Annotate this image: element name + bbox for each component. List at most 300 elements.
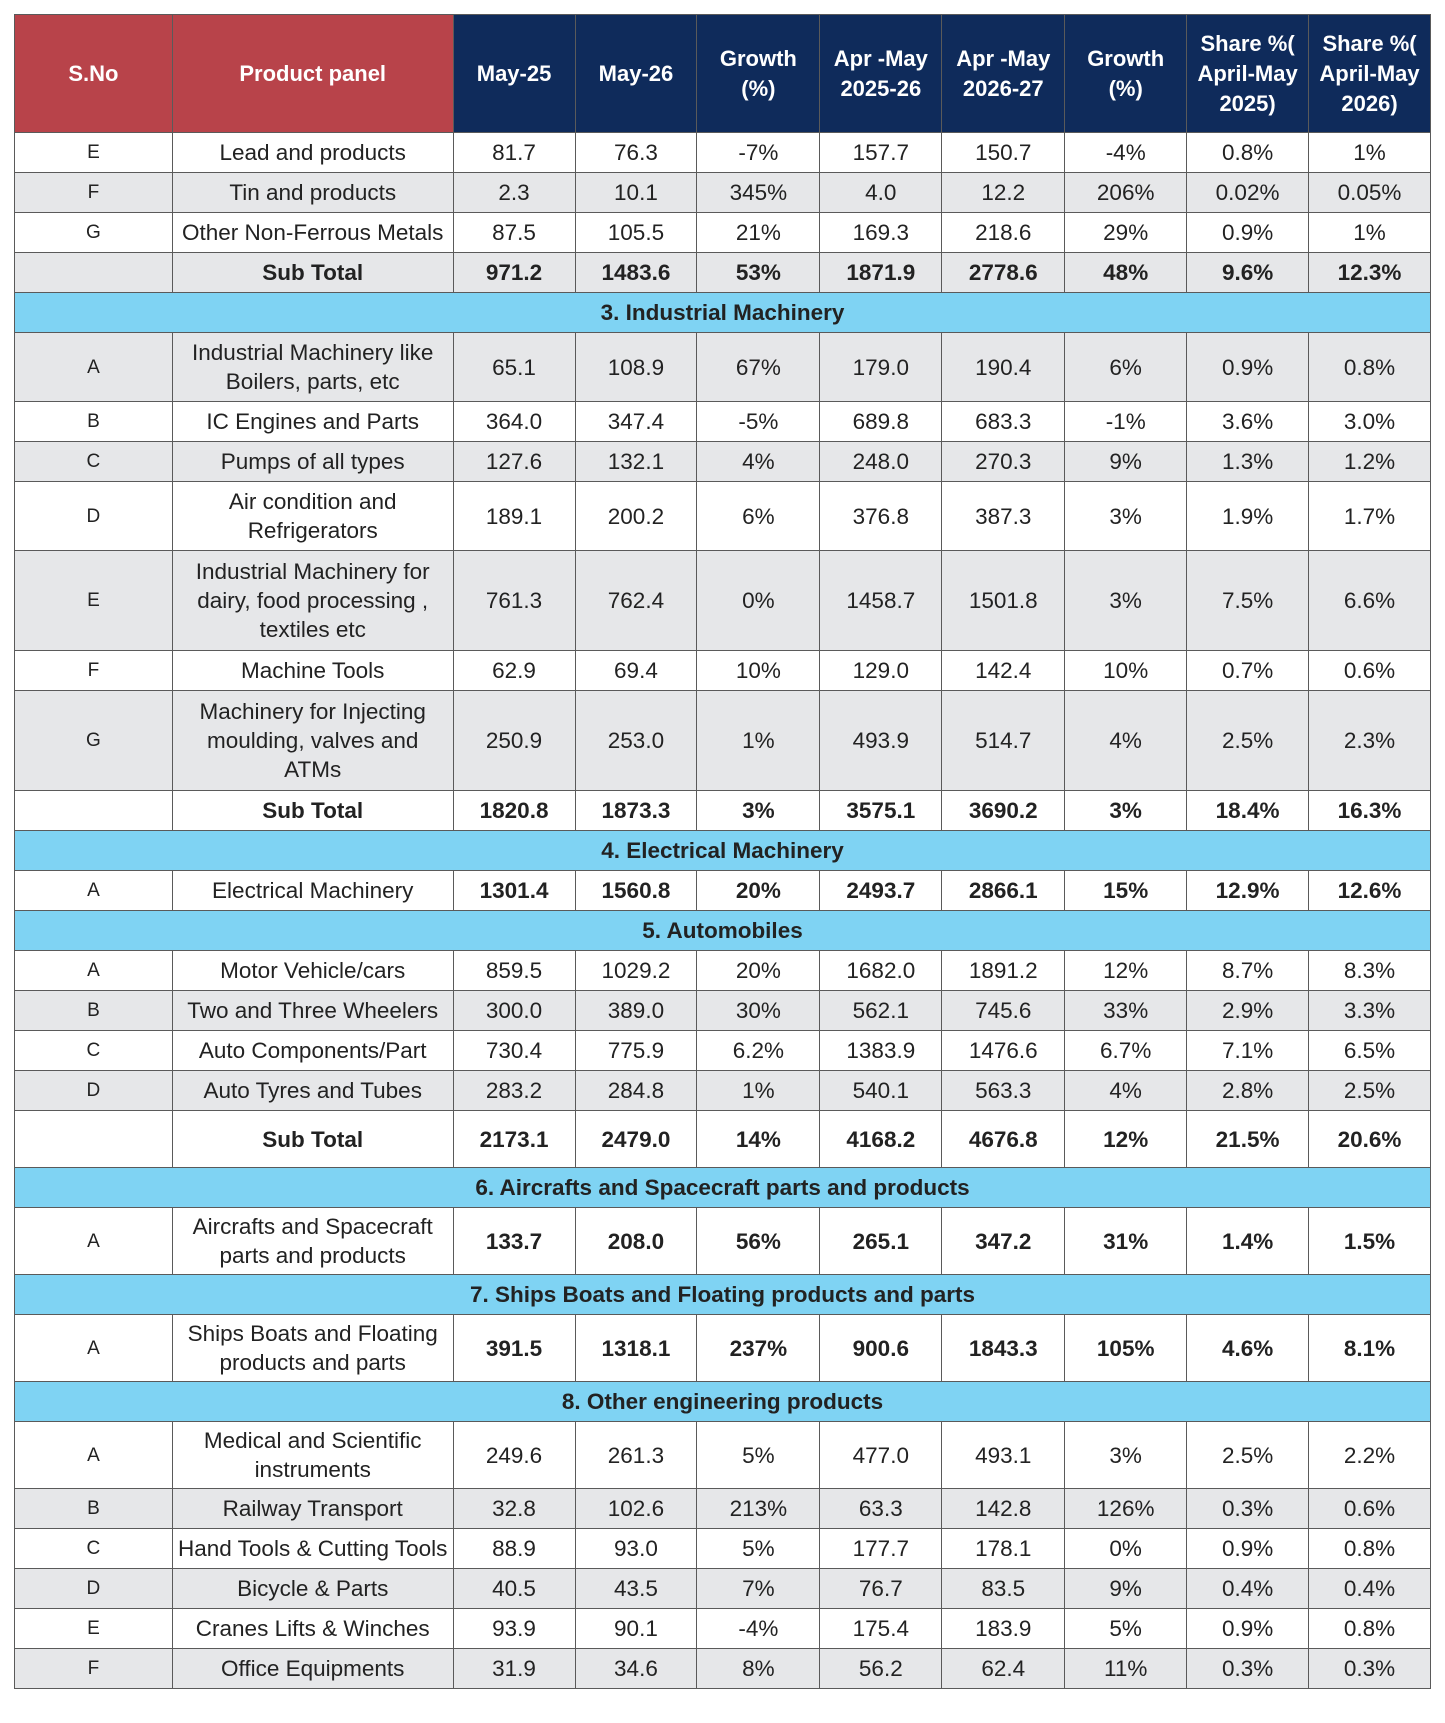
cell-share-2026: 3.0% — [1309, 402, 1431, 442]
cell-may-26: 1029.2 — [575, 951, 697, 991]
header-growth-cumulative: Growth (%) — [1065, 15, 1187, 133]
cell-share-2026: 1.2% — [1309, 442, 1431, 482]
cell-product: Hand Tools & Cutting Tools — [172, 1529, 453, 1569]
cell-growth-monthly: 213% — [697, 1489, 820, 1529]
cell-share-2025: 0.9% — [1187, 333, 1309, 402]
cell-share-2025: 1.4% — [1187, 1208, 1309, 1275]
cell-sno: A — [15, 871, 173, 911]
cell-sno: A — [15, 1208, 173, 1275]
cell-growth-cumulative: 12% — [1065, 1111, 1187, 1168]
cell-apr-may-2025-26: 177.7 — [820, 1529, 942, 1569]
subtotal-row — [15, 253, 1431, 293]
cell-growth-cumulative: 206% — [1065, 173, 1187, 213]
cell-product: Aircrafts and Spacecraft parts and products — [172, 1208, 453, 1275]
cell-share-2025: 1.9% — [1187, 482, 1309, 551]
cell-growth-monthly: -4% — [697, 1609, 820, 1649]
cell-sno: E — [15, 133, 173, 173]
cell-share-2025: 2.5% — [1187, 1422, 1309, 1489]
cell-may-26: 775.9 — [575, 1031, 697, 1071]
cell-growth-cumulative: 3% — [1065, 1422, 1187, 1489]
cell-share-2025: 0.7% — [1187, 651, 1309, 691]
table-row — [15, 1529, 1431, 1569]
cell-may-26: 208.0 — [575, 1208, 697, 1275]
table-row — [15, 551, 1431, 651]
cell-apr-may-2026-27: 1476.6 — [942, 1031, 1065, 1071]
cell-sno: C — [15, 1529, 173, 1569]
cell-growth-cumulative: 6% — [1065, 333, 1187, 402]
cell-apr-may-2025-26: 265.1 — [820, 1208, 942, 1275]
cell-share-2025: 0.02% — [1187, 173, 1309, 213]
cell-product: Lead and products — [172, 133, 453, 173]
cell-growth-cumulative: 3% — [1065, 551, 1187, 651]
cell-may-26: 76.3 — [575, 133, 697, 173]
cell-may-25: 971.2 — [453, 253, 575, 293]
cell-product: IC Engines and Parts — [172, 402, 453, 442]
cell-may-26: 261.3 — [575, 1422, 697, 1489]
cell-share-2026: 2.5% — [1309, 1071, 1431, 1111]
header-apr-may-2026-27: Apr -May 2026-27 — [942, 15, 1065, 133]
cell-may-26: 200.2 — [575, 482, 697, 551]
cell-share-2026: 1% — [1309, 133, 1431, 173]
cell-may-25: 93.9 — [453, 1609, 575, 1649]
cell-may-26: 1873.3 — [575, 791, 697, 831]
header-sno: S.No — [15, 15, 173, 133]
cell-growth-cumulative: 6.7% — [1065, 1031, 1187, 1071]
cell-share-2025: 0.9% — [1187, 213, 1309, 253]
cell-apr-may-2026-27: 62.4 — [942, 1649, 1065, 1689]
table-row — [15, 333, 1431, 402]
cell-may-25: 859.5 — [453, 951, 575, 991]
cell-share-2026: 2.3% — [1309, 691, 1431, 791]
cell-apr-may-2026-27: 514.7 — [942, 691, 1065, 791]
cell-product: Railway Transport — [172, 1489, 453, 1529]
cell-share-2025: 9.6% — [1187, 253, 1309, 293]
cell-product: Medical and Scientific instruments — [172, 1422, 453, 1489]
cell-share-2026: 8.1% — [1309, 1315, 1431, 1382]
cell-share-2025: 7.1% — [1187, 1031, 1309, 1071]
cell-apr-may-2026-27: 218.6 — [942, 213, 1065, 253]
cell-apr-may-2026-27: 1843.3 — [942, 1315, 1065, 1382]
cell-share-2025: 0.3% — [1187, 1489, 1309, 1529]
table-row — [15, 1208, 1431, 1275]
cell-growth-cumulative: 0% — [1065, 1529, 1187, 1569]
cell-may-26: 347.4 — [575, 402, 697, 442]
cell-growth-monthly: 0% — [697, 551, 820, 651]
cell-sno: B — [15, 1489, 173, 1529]
cell-may-25: 250.9 — [453, 691, 575, 791]
cell-growth-monthly: 3% — [697, 791, 820, 831]
cell-may-26: 108.9 — [575, 333, 697, 402]
cell-apr-may-2025-26: 157.7 — [820, 133, 942, 173]
cell-product: Bicycle & Parts — [172, 1569, 453, 1609]
cell-growth-monthly: 6.2% — [697, 1031, 820, 1071]
cell-share-2026: 0.3% — [1309, 1649, 1431, 1689]
cell-sno: A — [15, 1315, 173, 1382]
cell-may-26: 93.0 — [575, 1529, 697, 1569]
header-may-25: May-25 — [453, 15, 575, 133]
cell-growth-cumulative: -4% — [1065, 133, 1187, 173]
cell-may-26: 1318.1 — [575, 1315, 697, 1382]
cell-share-2026: 0.6% — [1309, 651, 1431, 691]
cell-apr-may-2026-27: 178.1 — [942, 1529, 1065, 1569]
cell-sno: A — [15, 951, 173, 991]
cell-may-26: 762.4 — [575, 551, 697, 651]
table-row — [15, 442, 1431, 482]
cell-may-25: 1301.4 — [453, 871, 575, 911]
cell-product: Ships Boats and Floating products and parts — [172, 1315, 453, 1382]
cell-apr-may-2025-26: 493.9 — [820, 691, 942, 791]
cell-share-2026: 12.3% — [1309, 253, 1431, 293]
cell-growth-monthly: 1% — [697, 1071, 820, 1111]
cell-apr-may-2025-26: 248.0 — [820, 442, 942, 482]
cell-may-26: 284.8 — [575, 1071, 697, 1111]
cell-share-2026: 0.6% — [1309, 1489, 1431, 1529]
header-may-26: May-26 — [575, 15, 697, 133]
cell-sno: C — [15, 442, 173, 482]
section-header-row — [15, 1275, 1431, 1315]
cell-growth-cumulative: 15% — [1065, 871, 1187, 911]
engineering-exports-table-container — [14, 14, 1431, 1689]
cell-growth-cumulative: 11% — [1065, 1649, 1187, 1689]
cell-apr-may-2026-27: 12.2 — [942, 173, 1065, 213]
cell-apr-may-2026-27: 270.3 — [942, 442, 1065, 482]
cell-may-26: 132.1 — [575, 442, 697, 482]
cell-apr-may-2025-26: 2493.7 — [820, 871, 942, 911]
table-row — [15, 1569, 1431, 1609]
header-product-panel: Product panel — [172, 15, 453, 133]
cell-growth-monthly: 67% — [697, 333, 820, 402]
header-row — [15, 15, 1431, 133]
header-apr-may-2025-26: Apr -May 2025-26 — [820, 15, 942, 133]
cell-may-26: 389.0 — [575, 991, 697, 1031]
table-row — [15, 991, 1431, 1031]
cell-growth-monthly: 7% — [697, 1569, 820, 1609]
cell-growth-cumulative: 9% — [1065, 442, 1187, 482]
cell-share-2025: 0.4% — [1187, 1569, 1309, 1609]
cell-growth-cumulative: 29% — [1065, 213, 1187, 253]
cell-growth-monthly: 56% — [697, 1208, 820, 1275]
cell-growth-cumulative: 9% — [1065, 1569, 1187, 1609]
cell-may-25: 2173.1 — [453, 1111, 575, 1168]
table-row — [15, 402, 1431, 442]
cell-product: Sub Total — [172, 791, 453, 831]
cell-may-25: 364.0 — [453, 402, 575, 442]
table-row — [15, 1609, 1431, 1649]
cell-growth-monthly: 8% — [697, 1649, 820, 1689]
table-row — [15, 1031, 1431, 1071]
cell-share-2025: 0.8% — [1187, 133, 1309, 173]
cell-product: Cranes Lifts & Winches — [172, 1609, 453, 1649]
cell-sno: B — [15, 402, 173, 442]
cell-share-2026: 0.8% — [1309, 1609, 1431, 1649]
subtotal-row — [15, 791, 1431, 831]
table-row — [15, 1315, 1431, 1382]
cell-apr-may-2025-26: 1383.9 — [820, 1031, 942, 1071]
cell-may-26: 10.1 — [575, 173, 697, 213]
cell-share-2026: 6.5% — [1309, 1031, 1431, 1071]
table-row — [15, 871, 1431, 911]
cell-share-2025: 21.5% — [1187, 1111, 1309, 1168]
cell-share-2025: 1.3% — [1187, 442, 1309, 482]
cell-growth-monthly: 5% — [697, 1529, 820, 1569]
cell-product: Office Equipments — [172, 1649, 453, 1689]
cell-share-2025: 0.9% — [1187, 1609, 1309, 1649]
cell-growth-monthly: 14% — [697, 1111, 820, 1168]
cell-apr-may-2025-26: 3575.1 — [820, 791, 942, 831]
cell-share-2025: 7.5% — [1187, 551, 1309, 651]
cell-growth-monthly: 1% — [697, 691, 820, 791]
subtotal-row — [15, 1111, 1431, 1168]
cell-growth-cumulative: 3% — [1065, 482, 1187, 551]
table-row — [15, 1422, 1431, 1489]
cell-apr-may-2026-27: 387.3 — [942, 482, 1065, 551]
cell-may-26: 253.0 — [575, 691, 697, 791]
cell-may-25: 391.5 — [453, 1315, 575, 1382]
cell-apr-may-2025-26: 63.3 — [820, 1489, 942, 1529]
cell-share-2026: 0.8% — [1309, 1529, 1431, 1569]
cell-apr-may-2026-27: 3690.2 — [942, 791, 1065, 831]
cell-growth-cumulative: 4% — [1065, 691, 1187, 791]
cell-sno — [15, 1111, 173, 1168]
cell-sno: G — [15, 213, 173, 253]
cell-growth-monthly: 237% — [697, 1315, 820, 1382]
cell-growth-cumulative: -1% — [1065, 402, 1187, 442]
cell-sno: D — [15, 1071, 173, 1111]
table-row — [15, 651, 1431, 691]
table-row — [15, 482, 1431, 551]
cell-product: Machine Tools — [172, 651, 453, 691]
cell-apr-may-2025-26: 562.1 — [820, 991, 942, 1031]
section-header-row — [15, 1168, 1431, 1208]
cell-may-25: 31.9 — [453, 1649, 575, 1689]
cell-product: Machinery for Injecting moulding, valves and ATMs — [172, 691, 453, 791]
table-row — [15, 213, 1431, 253]
cell-growth-monthly: 20% — [697, 871, 820, 911]
section-title: 3. Industrial Machinery — [15, 293, 1431, 333]
cell-share-2026: 12.6% — [1309, 871, 1431, 911]
table-row — [15, 1489, 1431, 1529]
cell-product: Air condition and Refrigerators — [172, 482, 453, 551]
cell-apr-may-2026-27: 347.2 — [942, 1208, 1065, 1275]
cell-share-2026: 2.2% — [1309, 1422, 1431, 1489]
cell-product: Pumps of all types — [172, 442, 453, 482]
cell-apr-may-2026-27: 745.6 — [942, 991, 1065, 1031]
cell-apr-may-2025-26: 179.0 — [820, 333, 942, 402]
cell-share-2025: 4.6% — [1187, 1315, 1309, 1382]
cell-apr-may-2025-26: 129.0 — [820, 651, 942, 691]
header-growth-monthly: Growth (%) — [697, 15, 820, 133]
cell-apr-may-2026-27: 2778.6 — [942, 253, 1065, 293]
cell-may-26: 1560.8 — [575, 871, 697, 911]
section-title: 8. Other engineering products — [15, 1382, 1431, 1422]
cell-may-26: 105.5 — [575, 213, 697, 253]
cell-product: Sub Total — [172, 1111, 453, 1168]
table-row — [15, 951, 1431, 991]
cell-may-25: 2.3 — [453, 173, 575, 213]
cell-apr-may-2026-27: 1891.2 — [942, 951, 1065, 991]
cell-growth-cumulative: 33% — [1065, 991, 1187, 1031]
cell-apr-may-2025-26: 1458.7 — [820, 551, 942, 651]
cell-share-2025: 2.9% — [1187, 991, 1309, 1031]
section-title: 4. Electrical Machinery — [15, 831, 1431, 871]
cell-share-2026: 6.6% — [1309, 551, 1431, 651]
cell-share-2025: 12.9% — [1187, 871, 1309, 911]
cell-product: Industrial Machinery like Boilers, parts, etc — [172, 333, 453, 402]
cell-apr-may-2025-26: 1871.9 — [820, 253, 942, 293]
cell-apr-may-2025-26: 376.8 — [820, 482, 942, 551]
cell-may-25: 1820.8 — [453, 791, 575, 831]
cell-sno: F — [15, 651, 173, 691]
cell-apr-may-2026-27: 83.5 — [942, 1569, 1065, 1609]
cell-growth-cumulative: 126% — [1065, 1489, 1187, 1529]
cell-apr-may-2025-26: 169.3 — [820, 213, 942, 253]
cell-may-26: 34.6 — [575, 1649, 697, 1689]
cell-may-25: 87.5 — [453, 213, 575, 253]
cell-growth-cumulative: 5% — [1065, 1609, 1187, 1649]
cell-share-2025: 18.4% — [1187, 791, 1309, 831]
cell-sno: D — [15, 482, 173, 551]
cell-growth-monthly: 20% — [697, 951, 820, 991]
cell-share-2026: 1% — [1309, 213, 1431, 253]
cell-apr-may-2026-27: 493.1 — [942, 1422, 1065, 1489]
cell-may-25: 65.1 — [453, 333, 575, 402]
cell-product: Sub Total — [172, 253, 453, 293]
cell-share-2025: 2.8% — [1187, 1071, 1309, 1111]
cell-may-25: 88.9 — [453, 1529, 575, 1569]
table-row — [15, 691, 1431, 791]
section-title: 6. Aircrafts and Spacecraft parts and products — [15, 1168, 1431, 1208]
table-row — [15, 173, 1431, 213]
cell-share-2026: 1.7% — [1309, 482, 1431, 551]
section-header-row — [15, 1382, 1431, 1422]
cell-share-2025: 0.3% — [1187, 1649, 1309, 1689]
cell-may-26: 1483.6 — [575, 253, 697, 293]
cell-growth-cumulative: 4% — [1065, 1071, 1187, 1111]
cell-share-2026: 20.6% — [1309, 1111, 1431, 1168]
cell-share-2025: 3.6% — [1187, 402, 1309, 442]
cell-sno: D — [15, 1569, 173, 1609]
cell-sno: F — [15, 173, 173, 213]
cell-may-26: 69.4 — [575, 651, 697, 691]
cell-apr-may-2026-27: 563.3 — [942, 1071, 1065, 1111]
engineering-exports-table — [14, 14, 1431, 1689]
cell-share-2025: 8.7% — [1187, 951, 1309, 991]
cell-growth-monthly: -5% — [697, 402, 820, 442]
cell-share-2026: 0.4% — [1309, 1569, 1431, 1609]
cell-growth-monthly: 345% — [697, 173, 820, 213]
cell-may-25: 761.3 — [453, 551, 575, 651]
cell-may-25: 249.6 — [453, 1422, 575, 1489]
cell-sno: B — [15, 991, 173, 1031]
cell-growth-monthly: 21% — [697, 213, 820, 253]
cell-growth-monthly: 53% — [697, 253, 820, 293]
cell-product: Tin and products — [172, 173, 453, 213]
cell-apr-may-2025-26: 56.2 — [820, 1649, 942, 1689]
section-title: 7. Ships Boats and Floating products and parts — [15, 1275, 1431, 1315]
cell-share-2025: 2.5% — [1187, 691, 1309, 791]
cell-sno: E — [15, 1609, 173, 1649]
cell-apr-may-2025-26: 4.0 — [820, 173, 942, 213]
cell-sno: A — [15, 1422, 173, 1489]
cell-sno: A — [15, 333, 173, 402]
cell-may-25: 730.4 — [453, 1031, 575, 1071]
cell-may-25: 62.9 — [453, 651, 575, 691]
cell-growth-cumulative: 10% — [1065, 651, 1187, 691]
cell-sno: F — [15, 1649, 173, 1689]
cell-growth-monthly: 10% — [697, 651, 820, 691]
cell-apr-may-2025-26: 4168.2 — [820, 1111, 942, 1168]
cell-growth-cumulative: 48% — [1065, 253, 1187, 293]
cell-share-2026: 1.5% — [1309, 1208, 1431, 1275]
cell-may-26: 2479.0 — [575, 1111, 697, 1168]
table-row — [15, 1649, 1431, 1689]
section-title: 5. Automobiles — [15, 911, 1431, 951]
cell-growth-cumulative: 3% — [1065, 791, 1187, 831]
table-row — [15, 1071, 1431, 1111]
cell-apr-may-2026-27: 683.3 — [942, 402, 1065, 442]
cell-apr-may-2026-27: 142.8 — [942, 1489, 1065, 1529]
header-share-2025: Share %( April-May 2025) — [1187, 15, 1309, 133]
cell-product: Electrical Machinery — [172, 871, 453, 911]
section-header-row — [15, 293, 1431, 333]
cell-growth-monthly: -7% — [697, 133, 820, 173]
header-share-2026: Share %( April-May 2026) — [1309, 15, 1431, 133]
cell-sno: G — [15, 691, 173, 791]
cell-may-25: 283.2 — [453, 1071, 575, 1111]
cell-apr-may-2025-26: 900.6 — [820, 1315, 942, 1382]
cell-may-25: 127.6 — [453, 442, 575, 482]
cell-apr-may-2026-27: 142.4 — [942, 651, 1065, 691]
cell-apr-may-2025-26: 1682.0 — [820, 951, 942, 991]
cell-may-25: 189.1 — [453, 482, 575, 551]
cell-product: Auto Components/Part — [172, 1031, 453, 1071]
cell-apr-may-2026-27: 4676.8 — [942, 1111, 1065, 1168]
table-row — [15, 133, 1431, 173]
table-body — [15, 133, 1431, 1689]
cell-apr-may-2026-27: 150.7 — [942, 133, 1065, 173]
cell-sno: E — [15, 551, 173, 651]
cell-apr-may-2026-27: 2866.1 — [942, 871, 1065, 911]
cell-share-2025: 0.9% — [1187, 1529, 1309, 1569]
cell-may-26: 43.5 — [575, 1569, 697, 1609]
cell-apr-may-2026-27: 183.9 — [942, 1609, 1065, 1649]
cell-may-25: 81.7 — [453, 133, 575, 173]
cell-product: Other Non-Ferrous Metals — [172, 213, 453, 253]
cell-share-2026: 0.8% — [1309, 333, 1431, 402]
cell-may-25: 32.8 — [453, 1489, 575, 1529]
cell-product: Motor Vehicle/cars — [172, 951, 453, 991]
cell-growth-cumulative: 105% — [1065, 1315, 1187, 1382]
cell-growth-cumulative: 31% — [1065, 1208, 1187, 1275]
cell-sno — [15, 791, 173, 831]
cell-apr-may-2025-26: 477.0 — [820, 1422, 942, 1489]
cell-share-2026: 8.3% — [1309, 951, 1431, 991]
cell-product: Auto Tyres and Tubes — [172, 1071, 453, 1111]
cell-may-26: 90.1 — [575, 1609, 697, 1649]
cell-share-2026: 16.3% — [1309, 791, 1431, 831]
cell-growth-monthly: 5% — [697, 1422, 820, 1489]
cell-may-25: 133.7 — [453, 1208, 575, 1275]
cell-product: Industrial Machinery for dairy, food processing , textiles etc — [172, 551, 453, 651]
cell-growth-monthly: 4% — [697, 442, 820, 482]
cell-apr-may-2025-26: 175.4 — [820, 1609, 942, 1649]
section-header-row — [15, 911, 1431, 951]
cell-may-25: 300.0 — [453, 991, 575, 1031]
cell-growth-monthly: 30% — [697, 991, 820, 1031]
cell-sno — [15, 253, 173, 293]
cell-apr-may-2026-27: 1501.8 — [942, 551, 1065, 651]
cell-sno: C — [15, 1031, 173, 1071]
